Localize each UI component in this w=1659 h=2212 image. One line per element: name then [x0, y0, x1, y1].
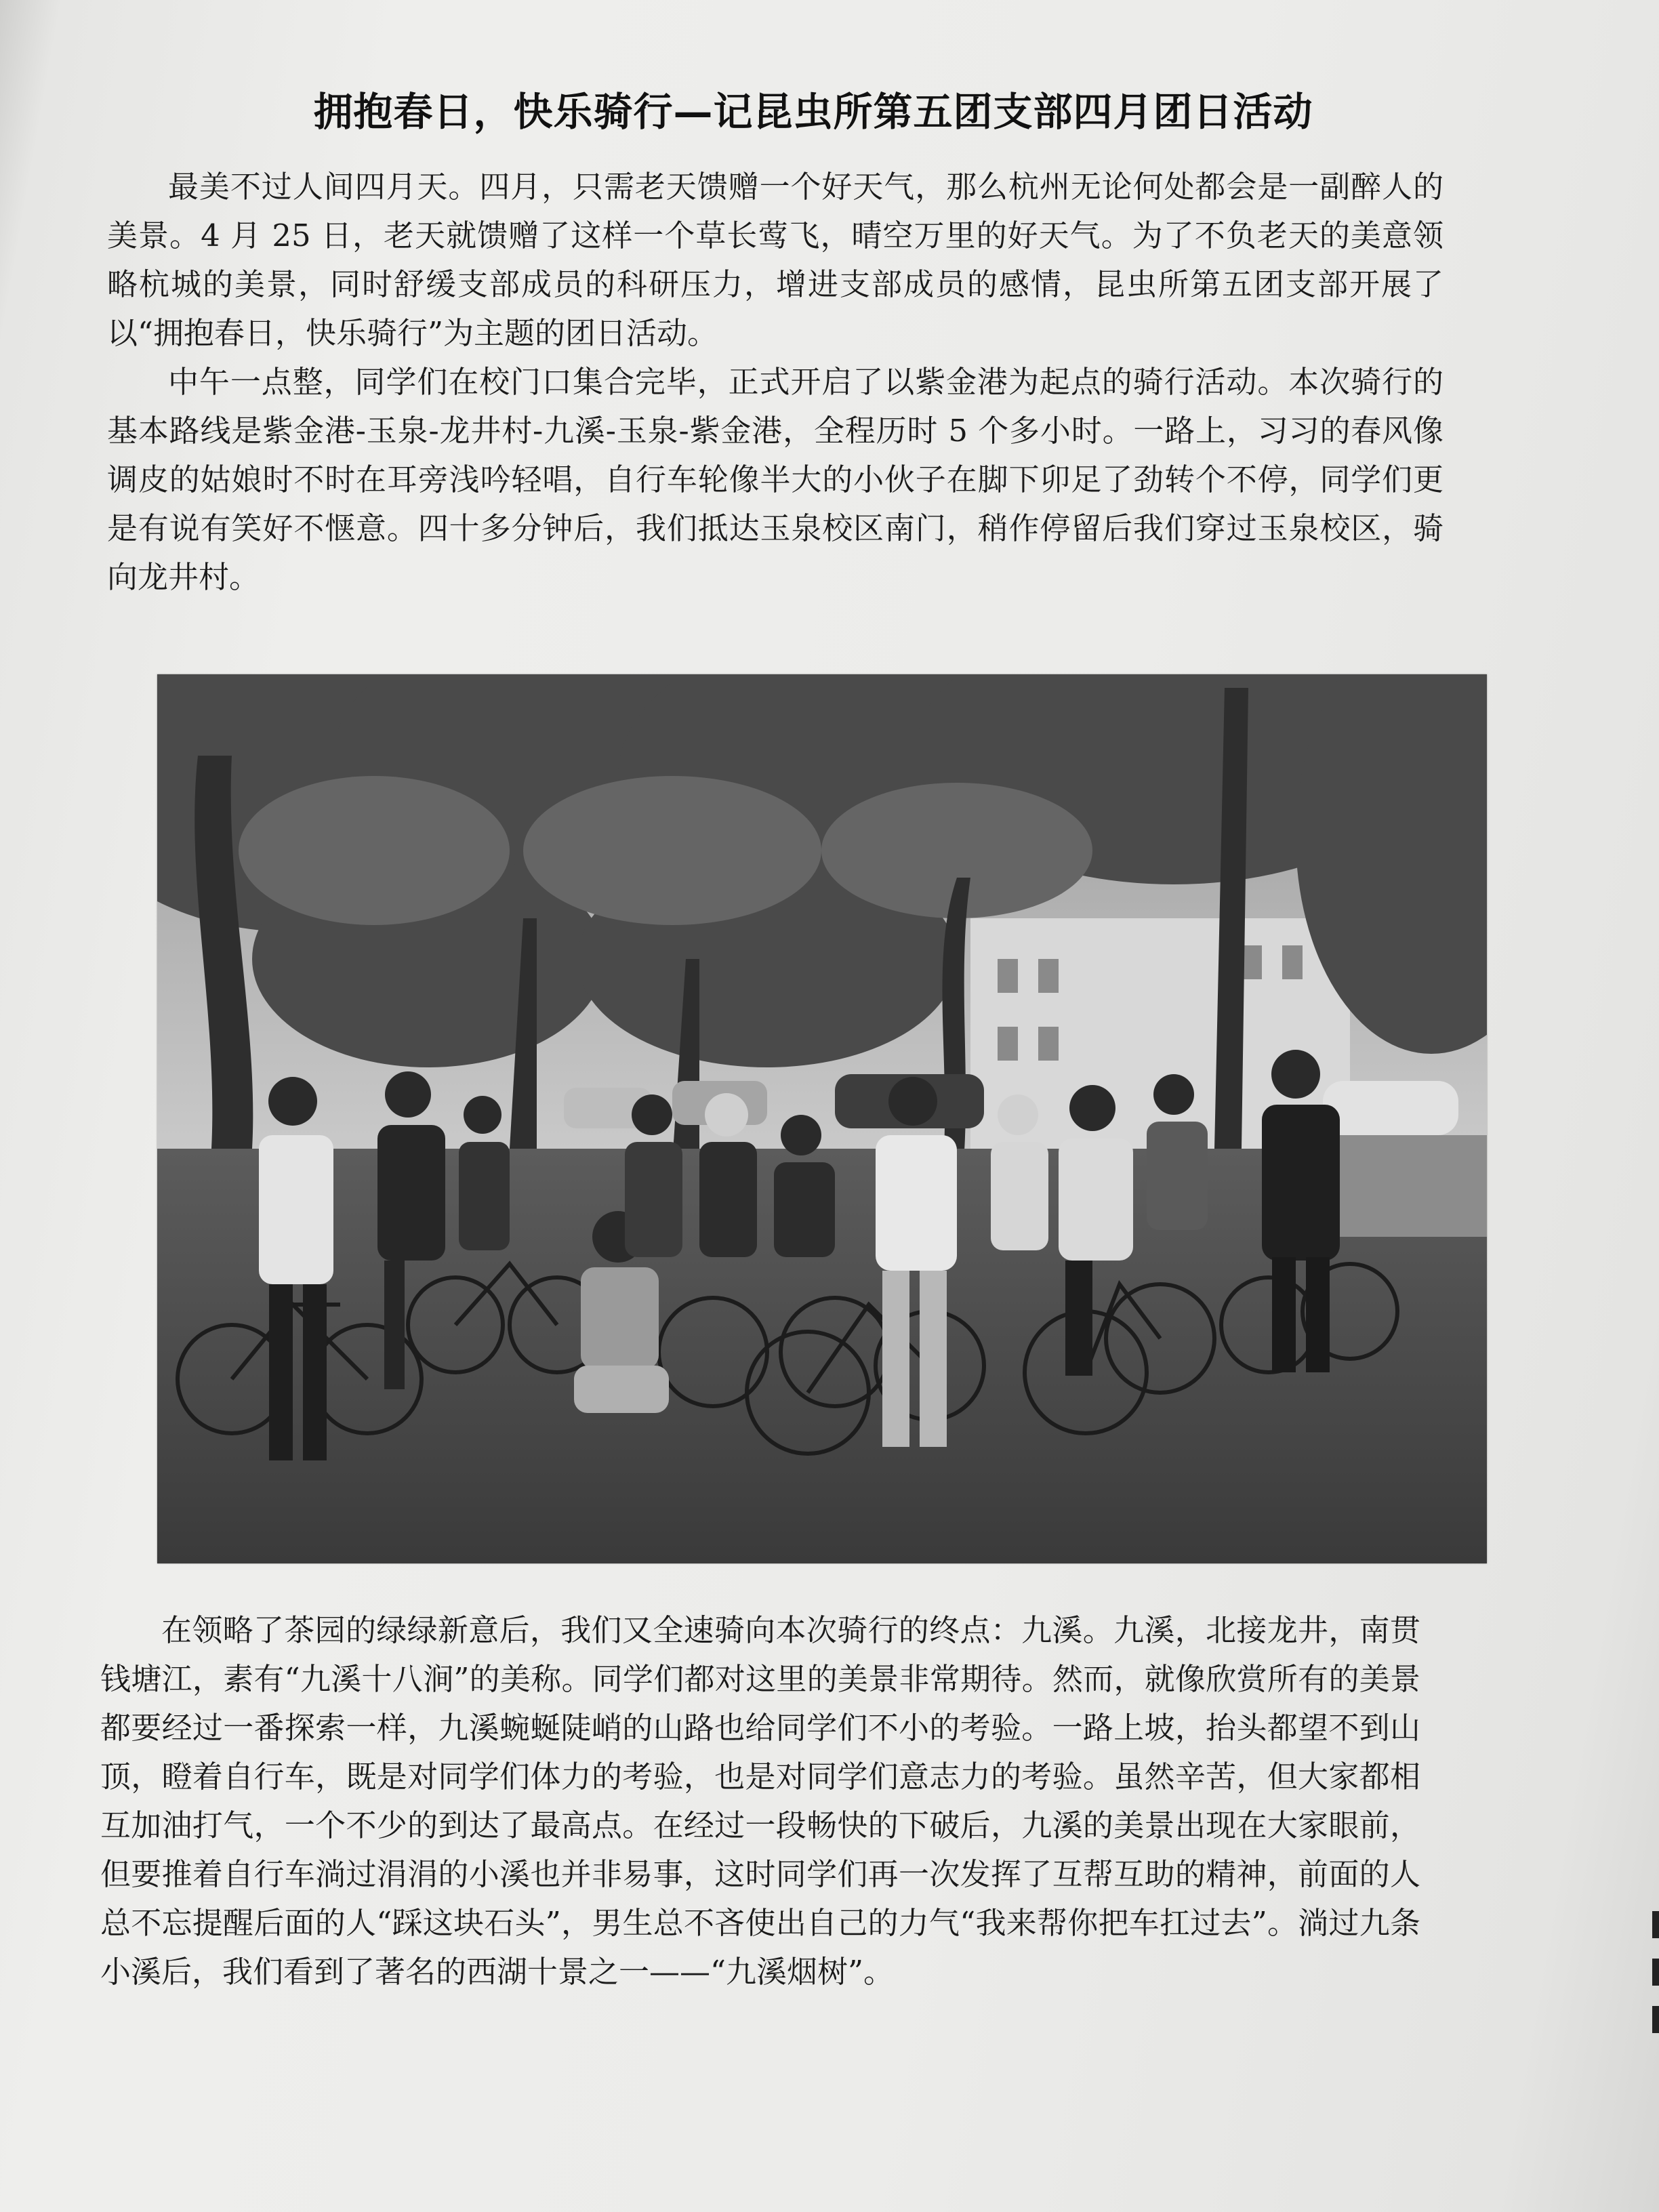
page-edge-marks — [1652, 1911, 1659, 2067]
paragraph-route: 中午一点整，同学们在校门口集合完毕，正式开启了以紫金港为起点的骑行活动。本次骑行的基本路线是紫金港-玉泉-龙井村-九溪-玉泉-紫金港，全程历时 5 个多小时。一路上，习习的春风像调皮的姑娘时不时在耳旁浅吟轻唱，自行车轮像半大的小伙子在脚下卯足了劲转个不停，同学们更是有说有笑好不惬意。四十多分钟后，我们抵达玉泉校区南门，稍作停留后我们穿过玉泉校区，骑向龙井村。 — [107, 364, 1443, 595]
group-cycling-photo — [157, 674, 1487, 1563]
paragraph-jiuxi: 在领略了茶园的绿绿新意后，我们又全速骑向本次骑行的终点：九溪。九溪，北接龙井，南贯钱塘江，素有“九溪十八涧”的美称。同学们都对这里的美景非常期待。然而，就像欣赏所有的美景都要经过一番探索一样，九溪蜿蜒陡峭的山路也给同学们不小的考验。一路上坡，抬头都望不到山顶，瞪着自行车，既是对同学们体力的考验，也是对同学们意志力的考验。虽然辛苦，但大家都相互加油打气，一个不少的到达了最高点。在经过一段畅快的下破后，九溪的美景出现在大家眼前，但要推着自行车淌过涓涓的小溪也并非易事，这时同学们再一次发挥了互帮互助的精神，前面的人总不忘提醒后面的人“踩这块石头”，男生总不吝使出自己的力气“我来帮你把车扛过去”。淌过九条小溪后，我们看到了著名的西湖十景之一——“九溪烟树”。 — [100, 1612, 1420, 1990]
article-body-bottom — [100, 1606, 1420, 1996]
article-body-top — [107, 163, 1443, 602]
article-title: 拥抱春日，快乐骑行—记昆虫所第五团支部四月团日活动 — [313, 89, 1313, 135]
paragraph-intro: 最美不过人间四月天。四月，只需老天馈赠一个好天气，那么杭州无论何处都会是一副醉人的美景。4 月 25 日，老天就馈赠了这样一个草长莺飞，晴空万里的好天气。为了不负老天的美意领略杭城的美景，同时舒缓支部成员的科研压力，增进支部成员的感情，昆虫所第五团支部开展了以“拥抱春日，快乐骑行”为主题的团日活动。 — [107, 169, 1443, 351]
photo-illustration — [157, 674, 1487, 1563]
